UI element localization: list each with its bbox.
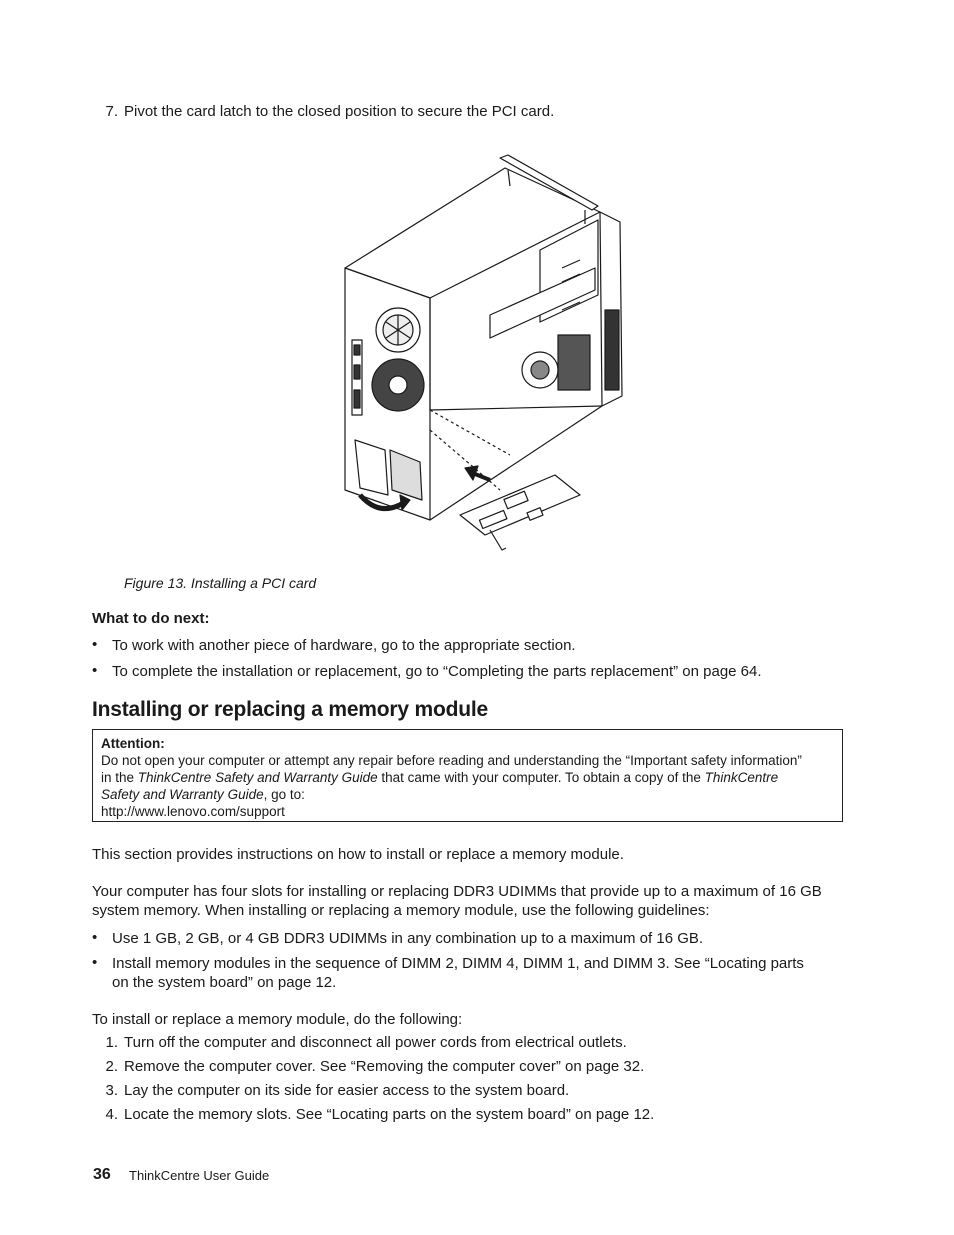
procedure-intro: To install or replace a memory module, do the following:	[92, 1011, 463, 1028]
step-number: 3.	[105, 1082, 118, 1099]
step-1	[0, 1033, 954, 1053]
step-text: Remove the computer cover. See “Removing the computer cover” on page 32.	[124, 1058, 645, 1075]
bullet-text: Use 1 GB, 2 GB, or 4 GB DDR3 UDIMMs in any combination up to a maximum of 16 GB.	[112, 930, 704, 947]
guideline-bullet-2	[0, 954, 954, 994]
attention-line-2: in the ThinkCentre Safety and Warranty Guide that came with your computer. To obtain a copy of the ThinkCentre	[101, 770, 779, 785]
bullet-text: To complete the installation or replacement, go to “Completing the parts replacement” on page 64.	[112, 663, 762, 680]
attention-line-1: Do not open your computer or attempt any repair before reading and understanding the “Important safety information”	[101, 753, 802, 768]
pci-card-installation-illustration	[330, 150, 640, 555]
step-text: Pivot the card latch to the closed position to secure the PCI card.	[124, 103, 555, 120]
step-number: 2.	[105, 1058, 118, 1075]
step-text: Lay the computer on its side for easier access to the system board.	[124, 1082, 570, 1099]
step-4	[0, 1105, 954, 1125]
step-text: Locate the memory slots. See “Locating parts on the system board” on page 12.	[124, 1106, 655, 1123]
attention-notice	[92, 729, 843, 822]
support-url: http://www.lenovo.com/support	[101, 804, 285, 819]
step-2	[0, 1057, 954, 1077]
bullet-glyph: •	[92, 929, 98, 946]
step-number: 1.	[105, 1034, 118, 1051]
guidelines-paragraph: Your computer has four slots for installing or replacing DDR3 UDIMMs that provide up to a maximum of 16 GB system memory. When installing or replacing a memory module, use the following guidelines:	[92, 883, 822, 919]
attention-line-3: Safety and Warranty Guide, go to:	[101, 787, 305, 802]
bullet-text: Install memory modules in the sequence of DIMM 2, DIMM 4, DIMM 1, and DIMM 3. See “Locating parts on the system board” on page 12.	[112, 955, 804, 991]
section-heading: Installing or replacing a memory module	[92, 698, 488, 721]
page-number: 36	[93, 1166, 111, 1183]
next-bullet-1	[0, 636, 954, 656]
document-title: ThinkCentre User Guide	[129, 1168, 270, 1183]
step-number: 4.	[105, 1106, 118, 1123]
bullet-glyph: •	[92, 954, 98, 971]
guideline-bullet-1	[0, 929, 954, 949]
bullet-glyph: •	[92, 636, 98, 653]
intro-paragraph: This section provides instructions on how to install or replace a memory module.	[92, 846, 624, 863]
bullet-glyph: •	[92, 662, 98, 679]
attention-title: Attention:	[101, 736, 165, 751]
next-steps-label: What to do next:	[92, 610, 210, 627]
step-text: Turn off the computer and disconnect all power cords from electrical outlets.	[124, 1034, 627, 1051]
step-3	[0, 1081, 954, 1101]
step-number: 7.	[105, 103, 118, 120]
bullet-text: To work with another piece of hardware, go to the appropriate section.	[112, 637, 576, 654]
next-bullet-2	[0, 662, 954, 682]
figure-caption: Figure 13. Installing a PCI card	[124, 575, 317, 591]
